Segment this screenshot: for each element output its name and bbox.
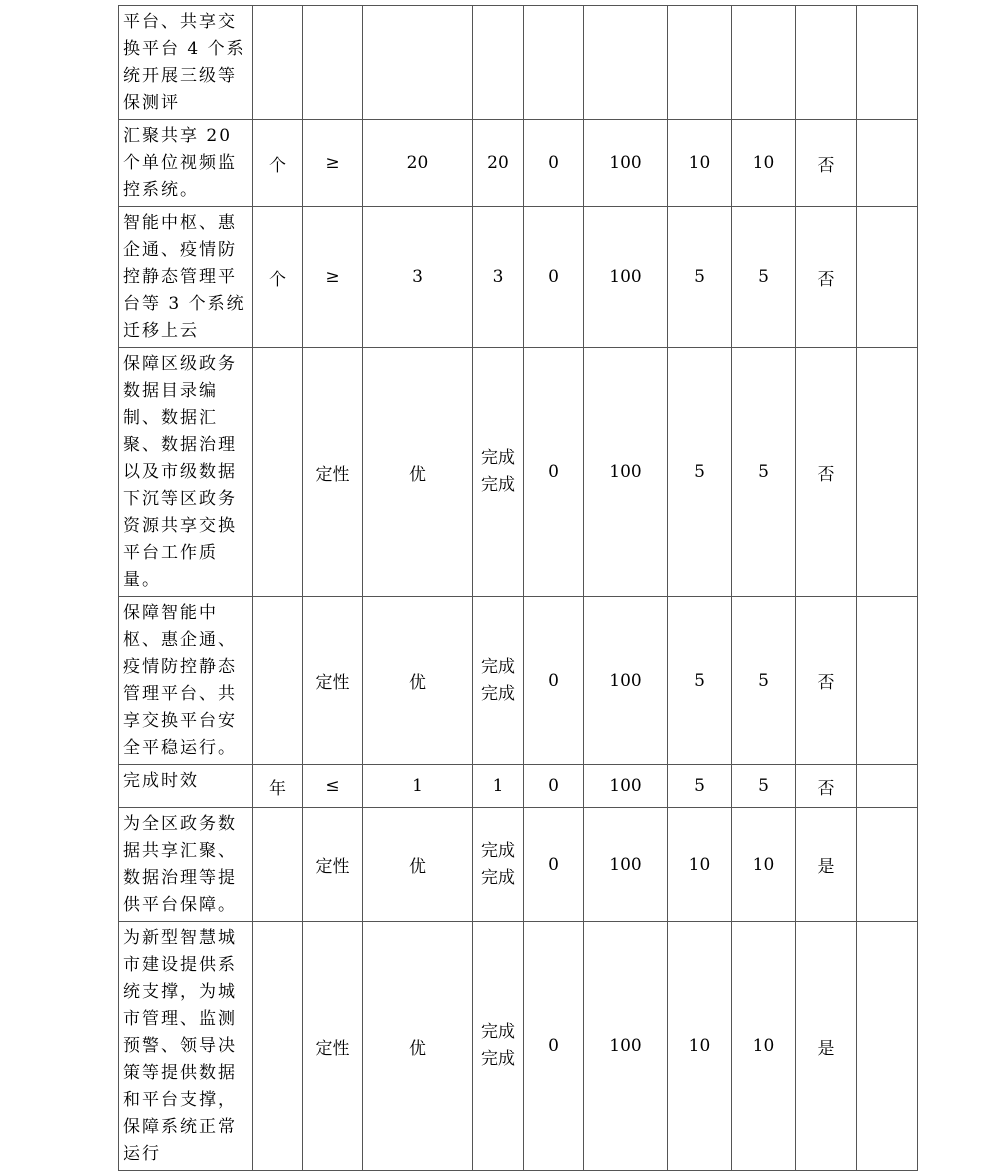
unit-cell [253,597,303,765]
value-cell: 5 [732,207,796,348]
unit-cell [253,922,303,1171]
actual-cell: 完成完成 [473,348,524,597]
indicator-desc: 汇聚共享 20 个单位视频监控系统。 [119,120,253,207]
target-cell: 20 [363,120,473,207]
indicator-desc: 保障智能中枢、惠企通、疫情防控静态管理平台、共享交换平台安全平稳运行。 [119,597,253,765]
note-cell [857,348,918,597]
note-cell [857,765,918,808]
value-cell: 5 [732,348,796,597]
value-cell: 100 [584,348,668,597]
unit-cell: 个 [253,120,303,207]
value-cell: 100 [584,597,668,765]
value-cell: 100 [584,120,668,207]
operator-cell: 定性 [303,348,363,597]
target-cell: 3 [363,207,473,348]
actual-cell [473,6,524,120]
value-cell: 0 [524,348,584,597]
table-row [119,348,918,597]
note-cell [857,808,918,922]
operator-cell: ≤ [303,765,363,808]
value-cell: 10 [732,922,796,1171]
value-cell: 0 [524,922,584,1171]
note-cell [857,6,918,120]
operator-cell [303,6,363,120]
note-cell [857,597,918,765]
indicator-desc: 平台、共享交换平台 4 个系统开展三级等保测评 [119,6,253,120]
value-cell: 100 [584,922,668,1171]
value-cell: 5 [668,597,732,765]
unit-cell [253,348,303,597]
actual-cell: 完成完成 [473,808,524,922]
value-cell: 0 [524,765,584,808]
operator-cell: 定性 [303,922,363,1171]
value-cell: 5 [668,348,732,597]
value-cell: 0 [524,120,584,207]
actual-cell: 完成完成 [473,597,524,765]
value-cell: 0 [524,808,584,922]
value-cell [584,6,668,120]
indicator-desc: 智能中枢、惠企通、疫情防控静态管理平台等 3 个系统迁移上云 [119,207,253,348]
value-cell: 10 [668,808,732,922]
actual-cell: 完成完成 [473,922,524,1171]
value-cell: 0 [524,207,584,348]
value-cell: 是 [796,922,857,1171]
value-cell: 是 [796,808,857,922]
indicator-desc: 完成时效 [119,765,253,808]
value-cell: 否 [796,120,857,207]
value-cell: 10 [732,120,796,207]
value-cell: 5 [732,765,796,808]
unit-cell [253,6,303,120]
value-cell: 100 [584,765,668,808]
table-row [119,765,918,808]
value-cell: 10 [668,120,732,207]
value-cell: 100 [584,808,668,922]
operator-cell: 定性 [303,597,363,765]
value-cell: 否 [796,348,857,597]
operator-cell: ≥ [303,120,363,207]
value-cell: 否 [796,597,857,765]
performance-indicator-table [118,5,918,1171]
value-cell: 10 [732,808,796,922]
value-cell: 100 [584,207,668,348]
table-row [119,120,918,207]
actual-cell: 3 [473,207,524,348]
target-cell [363,6,473,120]
value-cell: 否 [796,765,857,808]
note-cell [857,120,918,207]
value-cell: 5 [668,207,732,348]
indicator-desc: 保障区级政务数据目录编制、数据汇聚、数据治理以及市级数据下沉等区政务资源共享交换平台工作质量。 [119,348,253,597]
value-cell [524,6,584,120]
value-cell: 5 [668,765,732,808]
table-row [119,207,918,348]
target-cell: 优 [363,597,473,765]
unit-cell: 个 [253,207,303,348]
table-row [119,6,918,120]
unit-cell [253,808,303,922]
value-cell: 否 [796,207,857,348]
value-cell [668,6,732,120]
table-row [119,808,918,922]
table-row [119,922,918,1171]
value-cell [796,6,857,120]
value-cell [732,6,796,120]
table-row [119,597,918,765]
target-cell: 1 [363,765,473,808]
operator-cell: ≥ [303,207,363,348]
actual-cell: 1 [473,765,524,808]
target-cell: 优 [363,808,473,922]
value-cell: 10 [668,922,732,1171]
indicator-desc: 为全区政务数据共享汇聚、数据治理等提供平台保障。 [119,808,253,922]
unit-cell: 年 [253,765,303,808]
value-cell: 5 [732,597,796,765]
actual-cell: 20 [473,120,524,207]
note-cell [857,922,918,1171]
target-cell: 优 [363,348,473,597]
value-cell: 0 [524,597,584,765]
operator-cell: 定性 [303,808,363,922]
indicator-desc: 为新型智慧城市建设提供系统支撑，为城市管理、监测预警、领导决策等提供数据和平台支撑，保障系统正常运行 [119,922,253,1171]
note-cell [857,207,918,348]
target-cell: 优 [363,922,473,1171]
